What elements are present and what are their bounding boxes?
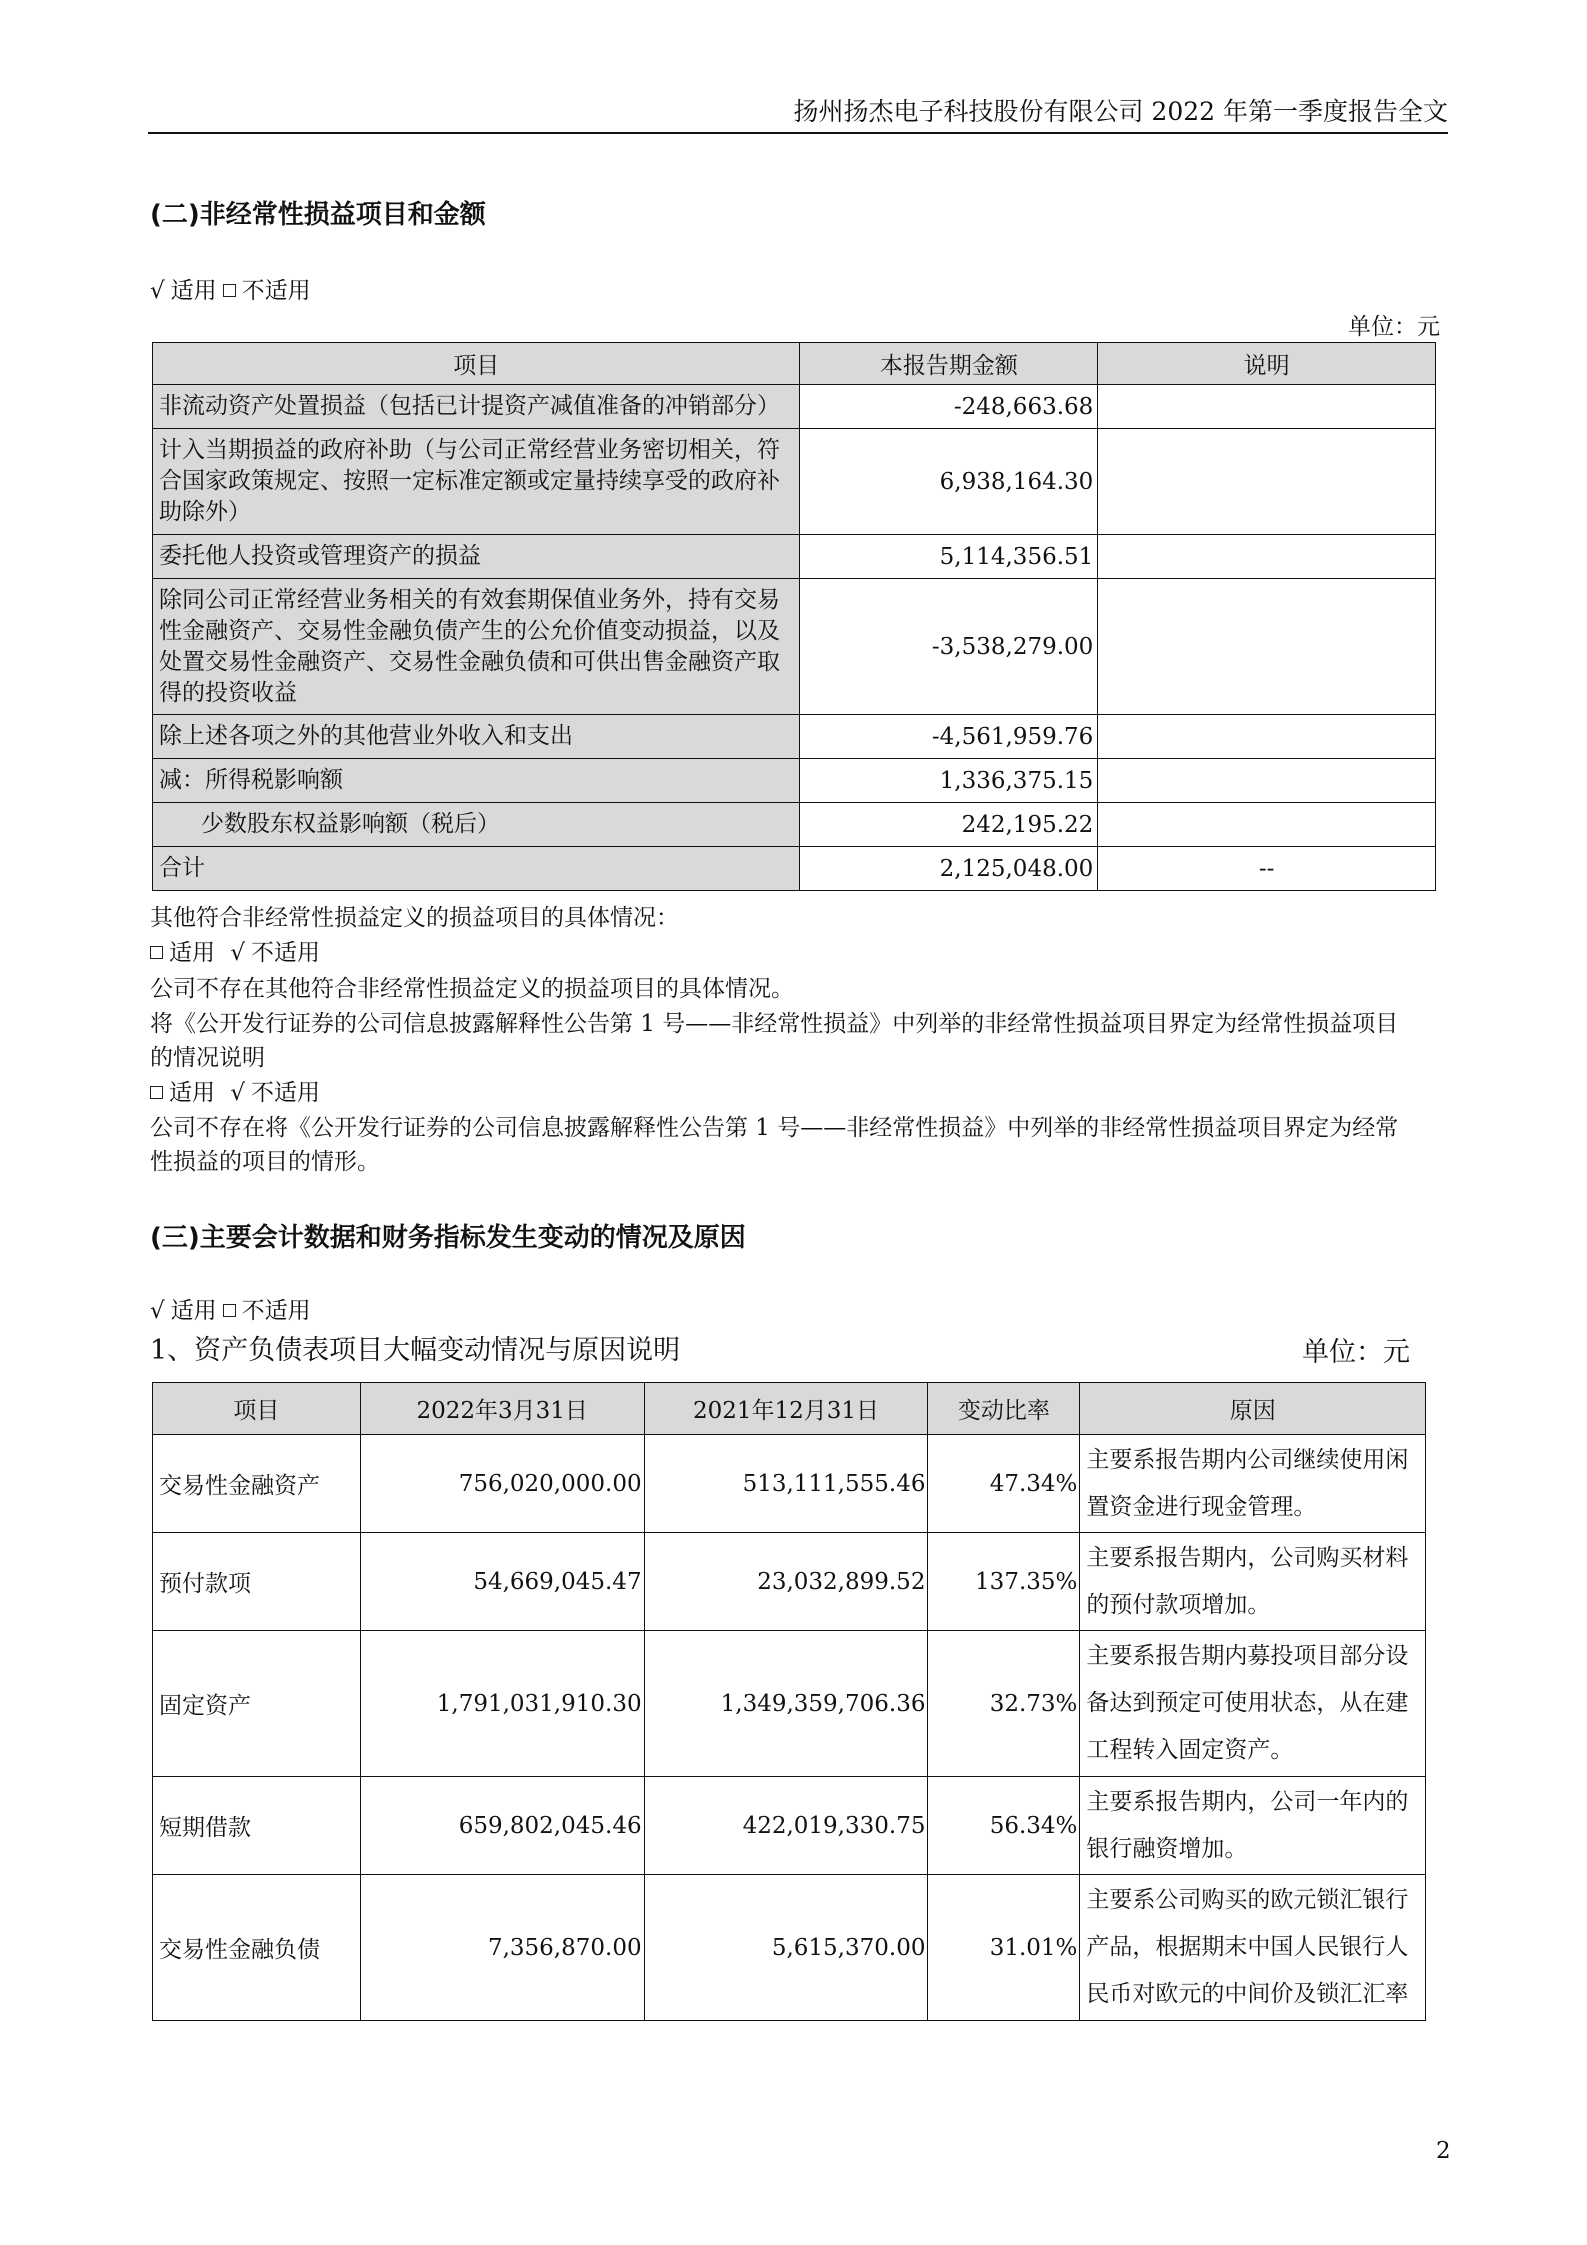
balance-sheet-table [152,1382,1426,2021]
row-amount: -4,561,959.76 [800,715,1098,759]
table-row-total [153,847,1436,891]
section2-unit: 单位：元 [1348,314,1440,340]
row-item: 预付款项 [153,1533,361,1631]
row-item: 计入当期损益的政府补助（与公司正常经营业务密切相关，符合国家政策规定、按照一定标准定额或定量持续享受的政府补助除外） [153,429,800,535]
check-mark-icon: √ [230,940,245,966]
section2-title: (二)非经常性损益项目和金额 [150,200,486,230]
other-applicable [150,934,320,967]
row-2022: 659,802,045.46 [360,1777,644,1875]
table-row [153,1875,1426,2021]
table-row [153,579,1436,715]
header-item: 项目 [153,343,800,385]
row-note [1098,803,1436,847]
applicable-label: 适用 [169,940,215,966]
row-item: 少数股东权益影响额（税后） [153,803,800,847]
section3-subtitle: 1、资产负债表项目大幅变动情况与原因说明 [150,1335,681,1366]
header-note: 说明 [1098,343,1436,385]
page-header [148,88,1448,134]
row-ratio: 137.35% [928,1533,1080,1631]
checkbox-icon [223,284,236,297]
section3-title: (三)主要会计数据和财务指标发生变动的情况及原因 [150,1223,746,1253]
row-ratio: 47.34% [928,1435,1080,1533]
row-note [1098,429,1436,535]
row-item: 交易性金融负债 [153,1875,361,2021]
row-reason: 主要系报告期内，公司一年内的银行融资增加。 [1080,1777,1426,1875]
table-row [153,715,1436,759]
row-amount: 6,938,164.30 [800,429,1098,535]
row-2021: 23,032,899.52 [644,1533,928,1631]
table-row [153,1533,1426,1631]
checkbox-icon [223,1304,236,1317]
row-ratio: 31.01% [928,1875,1080,2021]
row-amount: -248,663.68 [800,385,1098,429]
table-row [153,1631,1426,1777]
row-item: 交易性金融资产 [153,1435,361,1533]
row-amount: -3,538,279.00 [800,579,1098,715]
table-header-row [153,343,1436,385]
applicable-label: 适用 [170,1298,217,1324]
row-2022: 7,356,870.00 [360,1875,644,2021]
row-2022: 1,791,031,910.30 [360,1631,644,1777]
header-2021: 2021年12月31日 [644,1383,928,1435]
header-reason: 原因 [1080,1383,1426,1435]
other-text: 公司不存在其他符合非经常性损益定义的损益项目的具体情况。 [150,976,794,1002]
row-amount: 2,125,048.00 [800,847,1098,891]
table-row [153,803,1436,847]
applicable-label: 适用 [169,1080,215,1106]
other-title: 其他符合非经常性损益定义的损益项目的具体情况： [150,905,679,931]
row-item: 委托他人投资或管理资产的损益 [153,535,800,579]
row-reason: 主要系报告期内公司继续使用闲置资金进行现金管理。 [1080,1435,1426,1533]
row-ratio: 32.73% [928,1631,1080,1777]
row-item: 短期借款 [153,1777,361,1875]
row-item: 固定资产 [153,1631,361,1777]
row-item: 合计 [153,847,800,891]
definition-applicable [150,1074,320,1107]
row-note: -- [1098,847,1436,891]
check-mark-icon: √ [150,278,165,304]
table-row [153,1435,1426,1533]
table-header-row [153,1383,1426,1435]
row-amount: 1,336,375.15 [800,759,1098,803]
checkbox-icon [150,1086,163,1099]
row-ratio: 56.34% [928,1777,1080,1875]
not-applicable-label: 不适用 [250,940,320,966]
row-2022: 54,669,045.47 [360,1533,644,1631]
row-2021: 5,615,370.00 [644,1875,928,2021]
check-mark-icon: √ [150,1298,165,1324]
row-item: 除同公司正常经营业务相关的有效套期保值业务外，持有交易性金融资产、交易性金融负债产生的公允价值变动损益，以及处置交易性金融资产、交易性金融负债和可供出售金融资产取得的投资收益 [153,579,800,715]
row-amount: 242,195.22 [800,803,1098,847]
nonrecurring-table [152,342,1436,891]
definition-result-2: 性损益的项目的情形。 [150,1149,380,1175]
header-ratio: 变动比率 [928,1383,1080,1435]
row-note [1098,715,1436,759]
row-note [1098,385,1436,429]
definition-text-1: 将《公开发行证券的公司信息披露解释性公告第 1 号——非经常性损益》中列举的非经常性损益项目界定为经常性损益项目 [150,1011,1399,1037]
table-row [153,1777,1426,1875]
row-2021: 1,349,359,706.36 [644,1631,928,1777]
table-row [153,759,1436,803]
row-2021: 513,111,555.46 [644,1435,928,1533]
header-amount: 本报告期金额 [800,343,1098,385]
header-2022: 2022年3月31日 [360,1383,644,1435]
table-row [153,535,1436,579]
definition-text-2: 的情况说明 [150,1045,265,1071]
row-item: 除上述各项之外的其他营业外收入和支出 [153,715,800,759]
row-note [1098,579,1436,715]
row-reason: 主要系报告期内，公司购买材料的预付款项增加。 [1080,1533,1426,1631]
header-item: 项目 [153,1383,361,1435]
not-applicable-label: 不适用 [250,1080,320,1106]
row-2022: 756,020,000.00 [360,1435,644,1533]
row-reason: 主要系报告期内募投项目部分设备达到预定可使用状态，从在建工程转入固定资产。 [1080,1631,1426,1777]
applicable-label: 适用 [170,278,217,304]
not-applicable-label: 不适用 [241,1298,311,1324]
check-mark-icon: √ [230,1080,245,1106]
page-number: 2 [1436,2138,1451,2164]
definition-result-1: 公司不存在将《公开发行证券的公司信息披露解释性公告第 1 号——非经常性损益》中列举的非经常性损益项目界定为经常 [150,1115,1399,1141]
row-amount: 5,114,356.51 [800,535,1098,579]
section2-applicable [150,272,311,305]
section3-unit: 单位：元 [1302,1337,1410,1368]
table-row [153,429,1436,535]
row-item: 非流动资产处置损益（包括已计提资产减值准备的冲销部分） [153,385,800,429]
row-item: 减：所得税影响额 [153,759,800,803]
table-row [153,385,1436,429]
row-reason: 主要系公司购买的欧元锁汇银行产品，根据期末中国人民银行人民币对欧元的中间价及锁汇汇率 [1080,1875,1426,2021]
row-note [1098,535,1436,579]
checkbox-icon [150,946,163,959]
header-text: 扬州扬杰电子科技股份有限公司 2022 年第一季度报告全文 [793,97,1448,126]
not-applicable-label: 不适用 [241,278,311,304]
row-2021: 422,019,330.75 [644,1777,928,1875]
row-note [1098,759,1436,803]
section3-applicable [150,1292,311,1325]
